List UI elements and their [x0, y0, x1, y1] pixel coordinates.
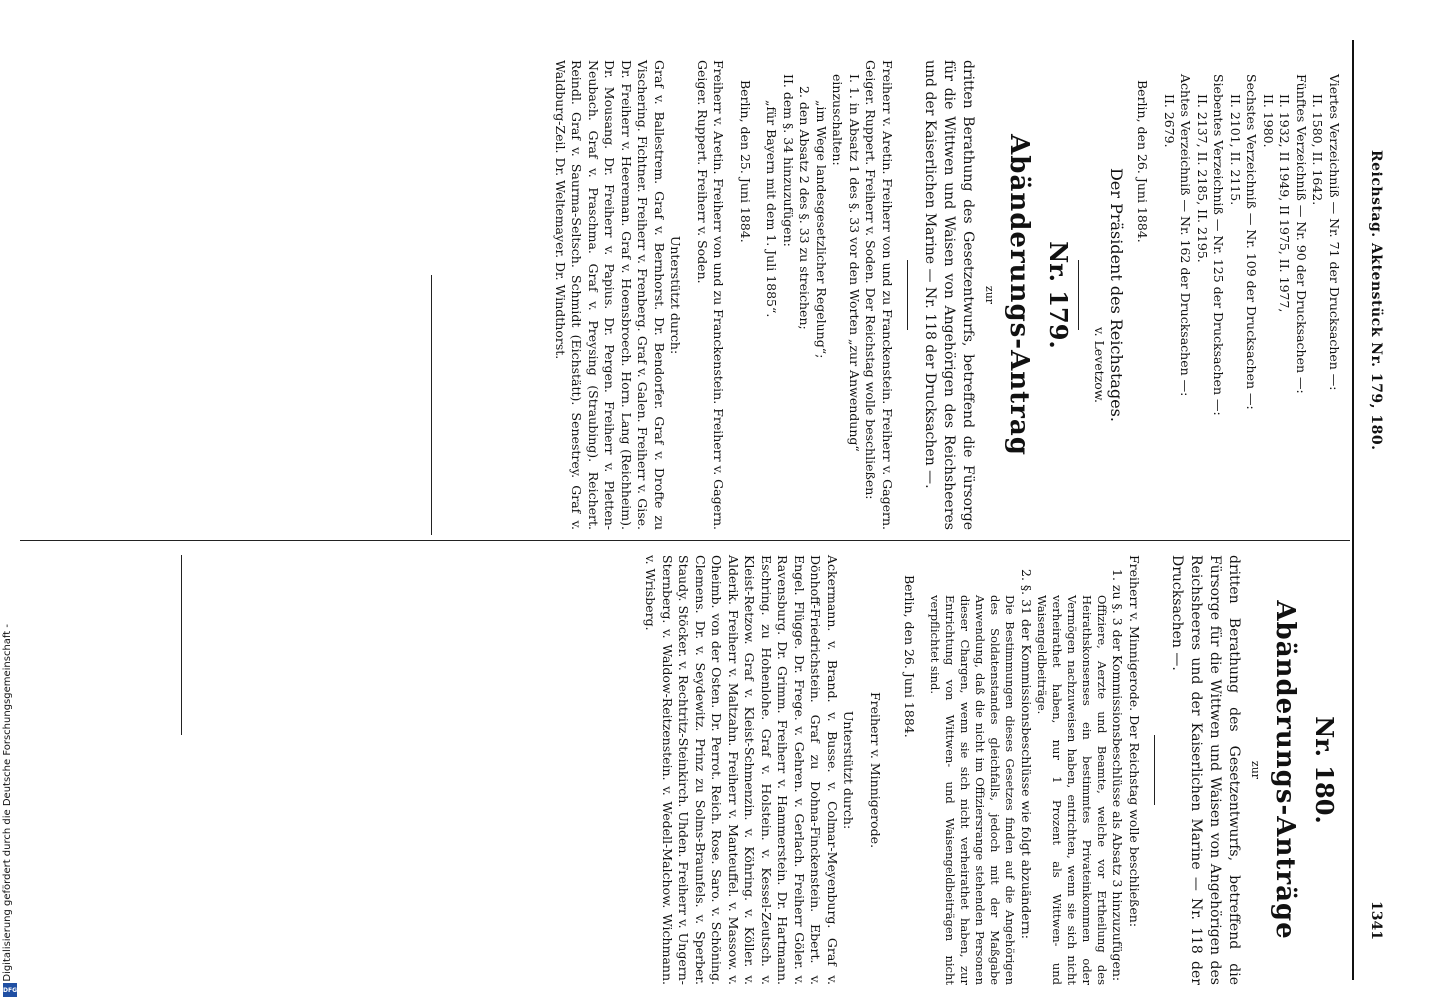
- item-line: „für Bayern mit dem 1. Juli 1885“.: [764, 100, 780, 318]
- item-line: „im Wege landesgesetzlicher Regelung“;: [814, 100, 829, 359]
- section-rule: [907, 260, 908, 330]
- president-title: Der Präsident des Reichstages.: [1107, 168, 1126, 422]
- supported-by-label: Unterstützt durch:: [668, 235, 684, 355]
- section-rule: [431, 275, 432, 535]
- digitization-sidebar: [0, 0, 20, 1000]
- date-line: Berlin, den 25. Juni 1884.: [738, 80, 753, 243]
- list-line: Fünftes Verzeichniß — Nr. 90 der Drucksachen —:: [1294, 74, 1309, 394]
- list-line: II. 2101, II. 2115.: [1228, 94, 1243, 206]
- list-line: Siebentes Verzeichniß — Nr. 125 der Drucksachen —:: [1211, 74, 1227, 416]
- document-heading: Abänderungs-Anträge: [1270, 600, 1301, 940]
- list-line: II. 2679.: [1162, 94, 1177, 148]
- list-line: II. 2137, II. 2185, II. 2195.: [1195, 94, 1210, 263]
- item-head: 1. zu §. 3 der Kommissionsbeschlüsse als Absatz 3 hinzuzufügen:: [1110, 569, 1126, 982]
- signers-text: Freiherr v. Aretin. Freiherr von und zu Franckenstein. Freiherr v. Gagern. Geiger. Ruppert. Freiherr v. Soden.: [695, 60, 727, 530]
- list-line: II. 1580, II. 1642.: [1310, 94, 1326, 206]
- list-line: Sechstes Verzeichniß — Nr. 109 der Drucksachen —:: [1244, 74, 1260, 410]
- item-head: 2. §. 31 der Kommissionsbeschlüsse wie folgt abzuändern:: [1019, 569, 1034, 939]
- mover-text: Freiherr v. Minnigerode. Der Reichstag wolle beschließen:: [1127, 555, 1142, 928]
- intro-text: dritten Berathung des Gesetzentwurfs, betreffend die Fürsorge für die Wittwen und Waisen von Angehörigen des Reichsheeres und der Kaiserlichen Marine — Nr. 118 der Drucksachen —.: [1169, 555, 1242, 985]
- right-column: [642, 555, 1342, 985]
- section-rule: [1154, 735, 1155, 805]
- page-header: [1358, 40, 1384, 980]
- zur-label: zur: [1249, 760, 1263, 780]
- document-number: Nr. 180.: [1310, 716, 1339, 824]
- document-heading: Abänderungs-Antrag: [1004, 134, 1035, 456]
- signer-name: Freiherr v. Minnigerode.: [868, 691, 883, 849]
- supporters-text: Ackermann. v. Brand. v. Busse. v. Colmar-Meyenburg. Graf v. Dönhoff-Friedrichstein. Graf zu Dohna-Finckenstein. Ebert. v. Engel. Flügge. Dr. Frege. v. Gehren. v. Gerlach. Freiherr Göler. v. Ravensburg. Dr. Grimm. Freiherr v. Hammerstein. Dr. Hartmann. Eschring. zu Hohenlohe. Graf v. Holstein. v. Kessel-Zeutsch. v. Kleist-Retzow. Graf v. Kleist-Schmenzin. v. Köhring. v. Köller. v. Alderik. Freiherr v. Maltzahn. Freiherr v. Manteuffel. v. Massow. v. Oheimb. von der Osten. Dr. Perrot. Reich. Rose. Saro. v. Schöning. Clemens. Dr. v. Seydewitz. Prinz zu Solms-Braunfels. v. Sperber. Staudy. Stöcker. v. Rechtritz-Steinkirch. Uhden. Freiherr v. Ungern-Sternberg. v. Waldow-Reitzenstein. v. Wedell-Malchow. Wichmann. v. Wrisberg.: [643, 555, 840, 985]
- document-number: Nr. 179.: [1044, 241, 1073, 349]
- dfg-logo-icon: DFG: [3, 983, 17, 997]
- left-column: [552, 60, 1343, 530]
- item-line: I. 1. in Absatz 1 des §. 33 vor den Worten „zur Anwendung“ einzuschalten:: [830, 74, 862, 452]
- section-rule: [1078, 260, 1079, 330]
- list-line: II. 1980.: [1261, 94, 1276, 148]
- supporters-text: Graf v. Ballestrem. Graf v. Bernhorst. Dr. Bendorfer. Graf v. Drofte zu Vischering. Fichtner. Freiherr v. Frenberg. Graf v. Galen. Freiherr v. Gise. Dr. Freiherr v. Heereman. Graf v. Hoensbroech. Horn. Lang (Reichheim). Dr. Mousang. Dr. Freiherr v. Papius. Dr. Pergen. Freiherr v. Pletten-Neubach. Graf v. Praschma. Graf v. Preysing (Straubing). Reichert. Reindl. Graf v. Saurma-Seltsch. Schmidt (Eichstätt). Senestrey. Graf v. Waldburg-Zeil. Dr. Weltemayer. Dr. Windthorst.: [553, 60, 667, 530]
- item-text: Die Bestimmungen dieses Gesetzes finden auf die Angehörigen des Soldatenstandes gleichfalls, jedoch mit der Maßgabe Anwendung, daß die nicht im Offiziersrange stehenden Personen dieser Chargen, wenn sie sich nicht verheirathet haben, zur Entrichtung von Wittwen- und Waisengeldbeiträgen nicht verpflichtet sind.: [928, 595, 1018, 985]
- date-line: Berlin, den 26. Juni 1884.: [1135, 80, 1151, 243]
- list-line: II. 1932, II 1949, II 1975, II. 1977,: [1277, 94, 1293, 313]
- item-line: II. dem §. 34 hinzuzufügen:: [781, 74, 796, 247]
- page-number: 1341: [1368, 901, 1384, 940]
- item-line: 2. den Absatz 2 des §. 33 zu streichen;: [797, 86, 813, 330]
- list-line: Achtes Verzeichniß — Nr. 162 der Drucksachen —:: [1178, 74, 1194, 397]
- column-divider: [0, 540, 1350, 541]
- date-line: Berlin, den 26. Juni 1884.: [902, 575, 918, 738]
- supported-by-label: Unterstützt durch:: [841, 710, 857, 830]
- item-text: Offiziere, Aerzte und Beamte, welche vor Ertheilung des Heirathskonsenses ein bestimmtes Privateinkommen oder Vermögen nachzuweisen haben, entrichten, wenn sie sich nicht verheirathet haben, nur 1 Prozent als Wittwen- und Waisengeldbeiträge.: [1035, 595, 1109, 985]
- intro-text: dritten Berathung des Gesetzentwurfs, betreffend die Fürsorge für die Wittwen und Waisen von Angehörigen des Reichsheeres und der Kaiserlichen Marine — Nr. 118 der Drucksachen —.: [922, 60, 976, 530]
- section-rule: [181, 555, 182, 735]
- header-title: Reichstag. Aktenstück Nr. 179, 180.: [1368, 150, 1384, 451]
- zur-label: zur: [983, 285, 997, 305]
- list-line: Viertes Verzeichniß — Nr. 71 der Drucksachen —:: [1327, 74, 1342, 391]
- movers-text: Freiherr v. Aretin. Freiherr von und zu Franckenstein. Freiherr v. Gagern. Geiger. Ruppert. Freiherr v. Soden. Der Reichstag wolle beschließen:: [863, 60, 895, 530]
- header-rule: [1352, 40, 1354, 980]
- digitization-credit: Digitalisierung gefördert durch die Deutsche Forschungsgemeinschaft -: [2, 624, 13, 982]
- president-name: v. Levetzow.: [1092, 326, 1108, 403]
